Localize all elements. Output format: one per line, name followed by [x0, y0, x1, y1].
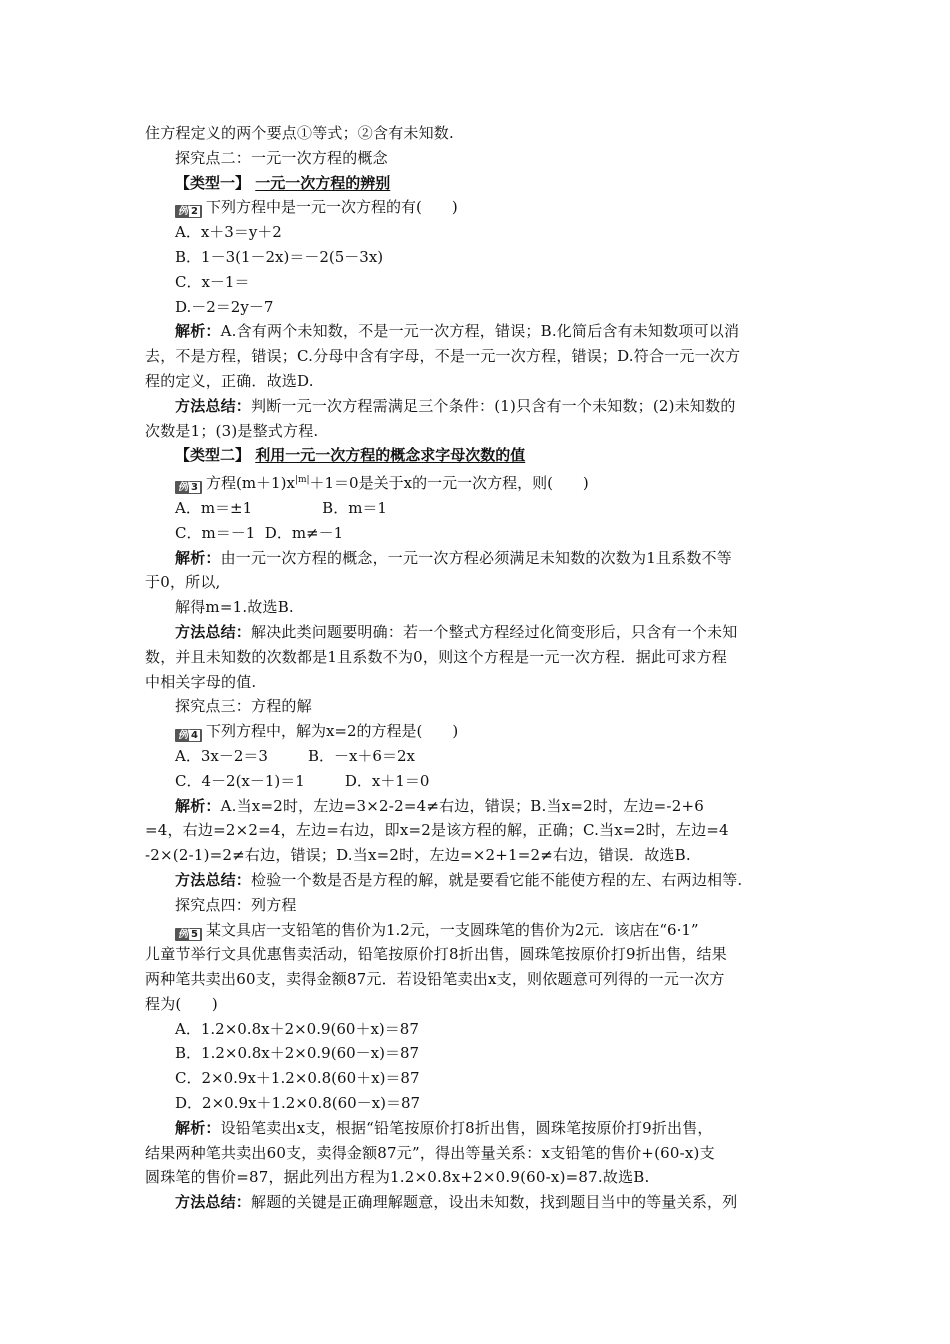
options-row	[145, 521, 810, 546]
analysis-line: 于0，所以,	[145, 573, 221, 592]
type-bracket: 【类型二】	[175, 446, 251, 465]
analysis-line: 去，不是方程，错误；C.分母中含有字母，不是一元一次方程，错误；D.符合一元一次方	[145, 347, 741, 366]
option-b: B．－x＋6＝2x	[307, 746, 415, 765]
option-b: B．m＝1	[322, 498, 387, 517]
method-summary: 方法总结：解题的关键是正确理解题意，设出未知数，找到题目当中的等量关系，列	[175, 1193, 738, 1212]
method-summary-line: 中相关字母的值.	[145, 672, 257, 691]
section-heading-point-2: 探究点二：一元一次方程的概念	[175, 148, 388, 167]
example-4-question: 例 4 下列方程中，解为x=2的方程是( )	[145, 719, 810, 744]
analysis-paragraph: 解析：由一元一次方程的概念，一元一次方程必须满足未知数的次数为1且系数不等	[175, 548, 732, 567]
method-summary: 方法总结：解决此类问题要明确：若一个整式方程经过化简变形后，只含有一个未知	[175, 622, 738, 641]
option-d: D．2×0.9x＋1.2×0.8(60－x)＝87	[175, 1094, 421, 1113]
option-b: B．1－3(1－2x)＝－2(5－3x)	[175, 247, 384, 266]
section-heading-point-4: 探究点四：列方程	[175, 895, 297, 914]
document-page	[145, 121, 810, 1215]
type-title: 利用一元一次方程的概念求字母次数的值	[255, 446, 526, 465]
example-3-question: 例 3 方程$(m+1)x^{|m|}+1=0$是关于x的一元一次方程，则( )	[145, 468, 810, 496]
type-bracket: 【类型一】	[175, 173, 251, 192]
method-summary: 方法总结：检验一个数是否是方程的解，就是要看它能不能使方程的左、右两边相等.	[175, 870, 743, 889]
text-line: 住方程定义的两个要点①等式；②含有未知数.	[145, 124, 454, 142]
example-badge-icon: 例 2	[175, 205, 202, 218]
example-badge-icon: 例 3	[175, 481, 202, 494]
analysis-line: 结果两种笔共卖出60支，卖得金额87元”，得出等量关系：x支铅笔的售价+(60-x)支	[145, 1143, 715, 1162]
option-a: A．1.2×0.8x＋2×0.9(60＋x)＝87	[175, 1019, 419, 1038]
option-a: A．3x－2＝3	[175, 746, 268, 765]
analysis-line: 解得m=1.故选B.	[175, 598, 294, 617]
example-badge-icon: 例 4	[175, 729, 202, 742]
method-summary-line: 数，并且未知数的次数都是1且系数不为0，则这个方程是一元一次方程．据此可求方程	[145, 647, 727, 666]
options-row	[145, 744, 810, 769]
analysis-line: =4，右边=2×2=4，左边=右边，即x=2是该方程的解，正确；C.当x=2时，左边=4	[145, 821, 729, 840]
type-title: 一元一次方程的辨别	[255, 173, 391, 192]
method-summary-line: 次数是1；(3)是整式方程.	[145, 421, 319, 440]
question-line: 两种笔共卖出60支，卖得金额87元．若设铅笔卖出x支，则依题意可列得的一元一次方	[145, 970, 725, 989]
example-5-question: 例 5 某文具店一支铅笔的售价为1.2元，一支圆珠笔的售价为2元．该店在“6·1”	[145, 918, 810, 943]
option-c: C．m＝－1	[175, 523, 256, 542]
analysis-line: -2×(2-1)=2≠右边，错误；D.当x=2时，左边=×2+1=2≠右边，错误．故选B.	[145, 846, 691, 865]
analysis-paragraph: 解析：A.含有两个未知数，不是一元一次方程，错误；B.化简后含有未知数项可以消	[175, 322, 740, 341]
example-badge-icon: 例 5	[175, 928, 202, 941]
question-line: 儿童节举行文具优惠售卖活动，铅笔按原价打8折出售，圆珠笔按原价打9折出售，结果	[145, 945, 727, 964]
type-heading-2	[145, 443, 810, 468]
section-heading-point-3: 探究点三：方程的解	[175, 697, 312, 716]
option-c: C．x－1＝	[175, 272, 250, 291]
type-heading-1	[145, 171, 810, 196]
analysis-paragraph: 解析：A.当x=2时，左边=3×2-2=4≠右边，错误；B.当x=2时，左边=-2+6	[175, 796, 704, 815]
option-d: D.－2＝2y－7	[175, 297, 274, 316]
option-a: A．m＝±1	[175, 498, 253, 517]
options-row	[145, 496, 810, 521]
option-d: D．m≠－1	[264, 523, 344, 542]
option-b: B．1.2×0.8x＋2×0.9(60－x)＝87	[175, 1044, 420, 1063]
option-d: D．x＋1＝0	[344, 771, 430, 790]
options-row	[145, 769, 810, 794]
analysis-paragraph: 解析：设铅笔卖出x支，根据“铅笔按原价打8折出售，圆珠笔按原价打9折出售，	[175, 1118, 713, 1137]
option-c: C．2×0.9x＋1.2×0.8(60＋x)＝87	[175, 1069, 420, 1088]
example-2-question: 例 2 下列方程中是一元一次方程的有( )	[145, 195, 810, 220]
analysis-line: 程的定义，正确．故选D.	[145, 371, 314, 390]
analysis-line: 圆珠笔的售价=87，据此列出方程为1.2×0.8x+2×0.9(60-x)=87.故选B.	[145, 1168, 650, 1187]
option-c: C．4－2(x－1)＝1	[175, 771, 305, 790]
method-summary: 方法总结：判断一元一次方程需满足三个条件：(1)只含有一个未知数；(2)未知数的	[175, 396, 736, 415]
question-line: 程为( )	[145, 994, 218, 1013]
option-a: A．x＋3＝y＋2	[175, 223, 282, 242]
